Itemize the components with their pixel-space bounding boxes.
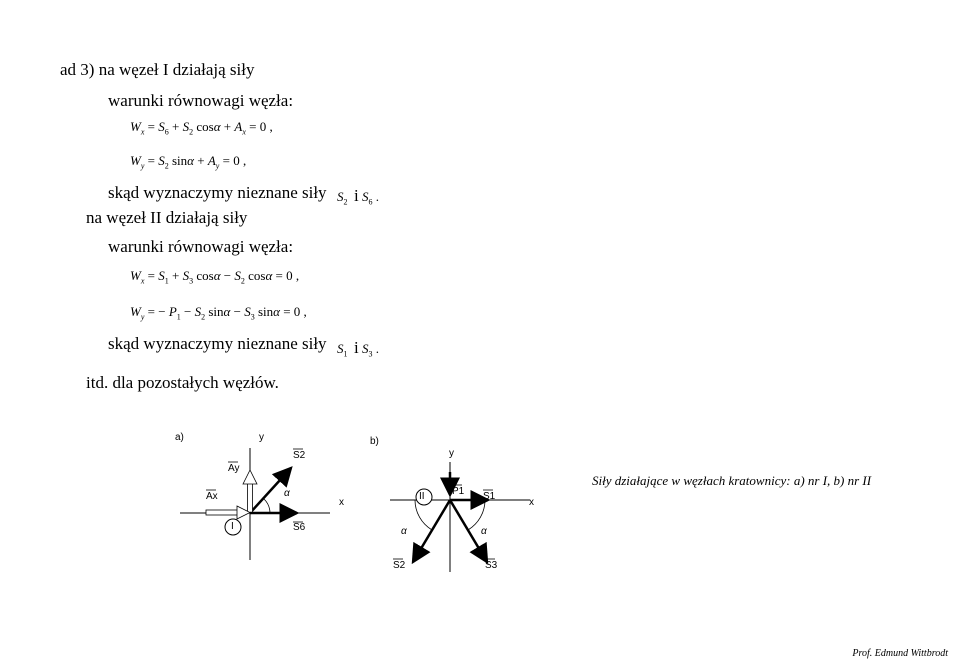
arrow-Ay <box>248 483 253 513</box>
angle-label-b-left: α <box>401 526 407 537</box>
force-label-S2-b: S2 <box>393 560 406 571</box>
result-forces-2: $S_1$ i $S_3$ . <box>337 338 379 359</box>
force-label-S2-a: S2 <box>293 450 306 461</box>
result-text-2: skąd wyznaczymy nieznane siły <box>108 334 327 353</box>
figure-caption: Siły działające w węzłach kratownicy: a) nr I, b) nr II <box>592 473 872 488</box>
equation-1a: $W_x = S_6 + S_2$ $\cos\alpha + A_x = 0$ , <box>130 119 273 137</box>
force-label-S1: S1 <box>483 491 496 502</box>
footer-author: Prof. Edmund Wittbrodt <box>852 648 948 659</box>
heading-node-1: ad 3) na węzeł I działają siły <box>60 60 255 79</box>
heading-node-2: na węzeł II działają siły <box>86 208 248 227</box>
angle-label-b-right: α <box>481 526 487 537</box>
diagram-b <box>390 462 530 572</box>
axis-y-label-b: y <box>449 448 454 459</box>
arrow-S2-b <box>413 500 450 562</box>
axis-x-label-a: x <box>339 497 344 508</box>
force-label-S6: S6 <box>293 522 306 533</box>
equation-2b: $W_y$ = − $P_1 - S_2$ $\sin\alpha - S_3$ sinα = 0 , <box>130 304 307 322</box>
axis-x-label-b: x <box>529 497 534 508</box>
angle-label-a: α <box>284 488 290 499</box>
result-text-1: skąd wyznaczymy nieznane siły <box>108 183 327 202</box>
conditions-label-2: warunki równowagi węzła: <box>108 237 294 256</box>
force-label-S3-b: S3 <box>485 560 498 571</box>
equation-2a: $W_x = S_1 + S_3$ $\cos\alpha - S_2$ cosα = 0 , <box>130 268 300 286</box>
arrow-Ax <box>206 510 238 515</box>
equation-1b: $W_y = S_2$ $\sin\alpha + A_y = 0$ , <box>130 153 247 171</box>
itd-text: itd. dla pozostałych węzłów. <box>86 373 279 392</box>
node-label-II: II <box>419 491 425 502</box>
panel-label-b: b) <box>370 436 379 447</box>
angle-arc-a <box>264 499 270 513</box>
result-forces-1: $S_2$ i $S_6$ . <box>337 186 379 207</box>
diagram-a <box>180 448 330 560</box>
force-label-Ax: Ax <box>206 491 218 502</box>
axis-y-label-a: y <box>259 432 264 443</box>
conditions-label-1: warunki równowagi węzła: <box>108 91 294 110</box>
panel-label-a: a) <box>175 432 184 443</box>
node-label-I: I <box>231 521 234 532</box>
force-label-P1: P1 <box>452 486 465 497</box>
force-label-Ay: Ay <box>228 463 240 474</box>
